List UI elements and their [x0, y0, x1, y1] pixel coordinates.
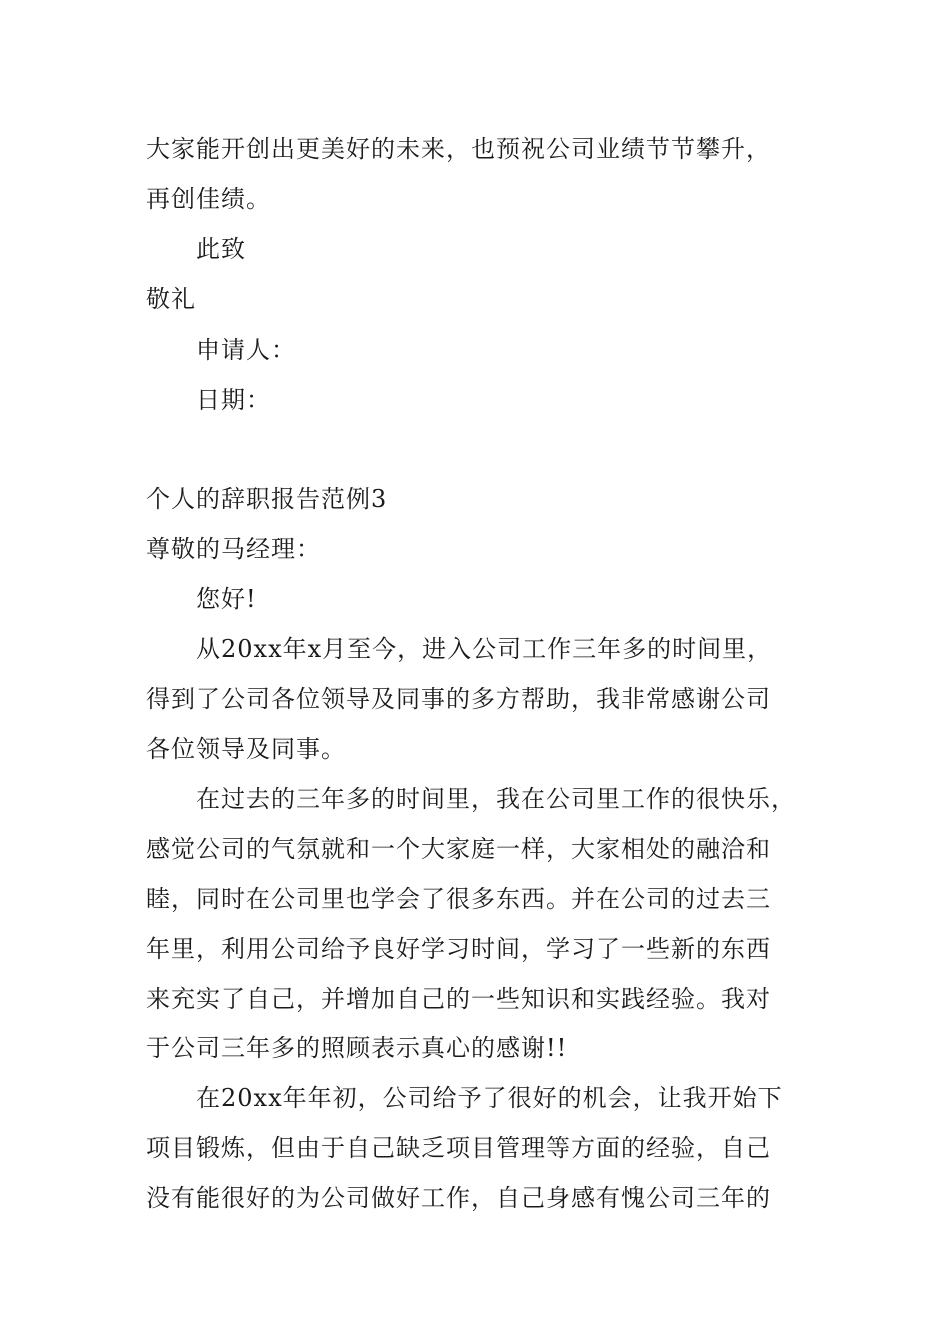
- paragraph-2-line-1: 在过去的三年多的时间里，我在公司里工作的很快乐，: [196, 785, 796, 813]
- closing-line-1: 大家能开创出更美好的未来，也预祝公司业绩节节攀升，: [146, 135, 771, 163]
- paragraph-3-line-1: 在20xx年年初，公司给予了很好的机会，让我开始下: [196, 1084, 783, 1112]
- paragraph-1-line-3: 各位领导及同事。: [146, 735, 346, 763]
- paragraph-3-line-2: 项目锻炼，但由于自己缺乏项目管理等方面的经验，自己: [146, 1134, 771, 1162]
- paragraph-2-line-3: 睦，同时在公司里也学会了很多东西。并在公司的过去三: [146, 885, 771, 913]
- salutation-jingli: 敬礼: [146, 285, 196, 313]
- paragraph-3-line-3: 没有能很好的为公司做好工作，自己身感有愧公司三年的: [146, 1184, 771, 1212]
- paragraph-2-line-6: 于公司三年多的照顾表示真心的感谢!!: [146, 1034, 568, 1062]
- closing-line-2: 再创佳绩。: [146, 185, 271, 213]
- paragraph-1-line-1: 从20xx年x月至今，进入公司工作三年多的时间里，: [196, 635, 773, 663]
- salutation-cizhi: 此致: [196, 235, 246, 263]
- greeting: 您好!: [196, 585, 257, 613]
- date-label: 日期：: [196, 386, 271, 414]
- section-title: 个人的辞职报告范例3: [146, 485, 388, 513]
- addressee: 尊敬的马经理：: [146, 535, 321, 563]
- applicant-label: 申请人：: [196, 336, 296, 364]
- paragraph-1-line-2: 得到了公司各位领导及同事的多方帮助，我非常感谢公司: [146, 685, 771, 713]
- paragraph-2-line-5: 来充实了自己，并增加自己的一些知识和实践经验。我对: [146, 985, 771, 1013]
- paragraph-2-line-2: 感觉公司的气氛就和一个大家庭一样，大家相处的融洽和: [146, 835, 771, 863]
- paragraph-2-line-4: 年里，利用公司给予良好学习时间，学习了一些新的东西: [146, 935, 771, 963]
